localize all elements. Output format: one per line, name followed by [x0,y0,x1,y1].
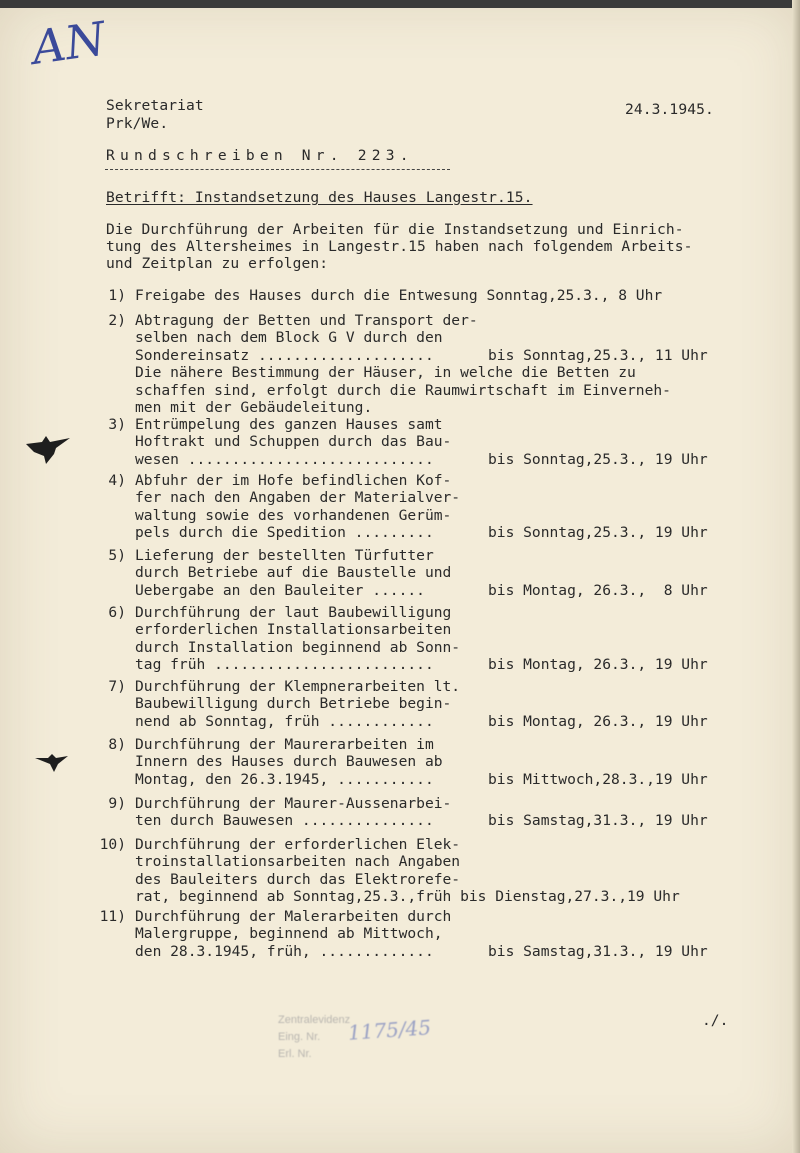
registry-stamp [278,1012,432,1072]
item-number: 1) [108,287,126,304]
title-dashed-rule [105,169,450,170]
item-deadline: bis Montag, 26.3., 19 Uhr [488,712,708,730]
item-line: Sondereinsatz .................... [135,346,434,364]
item-line: fer nach den Angaben der Materialver- [135,489,461,507]
item-line: erforderlichen Installationsarbeiten [135,621,452,639]
item-line: Hoftrakt und Schuppen durch das Bau- [135,433,452,451]
item-line: rat, beginnend ab Sonntag,25.3.,früh bis Dienstag,27.3.,19 Uhr [135,888,680,906]
item-line: Freigabe des Hauses durch die Entwesung Sonntag,25.3., 8 Uhr [135,287,663,304]
subject-line: Betrifft: Instandsetzung des Hauses Langestr.15. [106,189,533,206]
item-number: 7) [108,678,126,695]
item-deadline: bis Samstag,31.3., 19 Uhr [488,812,708,830]
item-number: 5) [108,547,126,564]
item-line: Durchführung der erforderlichen Elek- [135,836,461,853]
continuation-mark: ./. [702,1012,729,1029]
item-number: 6) [108,604,126,621]
item-line: Abtragung der Betten und Transport der- [135,312,478,329]
item-line: Durchführung der laut Baubewilligung [135,604,452,621]
item-deadline: bis Sonntag,25.3., 11 Uhr [488,346,708,364]
item-line: durch Installation beginnend ab Sonn- [135,638,461,656]
item-deadline: bis Mittwoch,28.3.,19 Uhr [488,770,708,788]
item-deadline: bis Sonntag,25.3., 19 Uhr [488,524,708,542]
item-line: troinstallationsarbeiten nach Angaben [135,853,461,871]
item-number: 10) [99,836,126,853]
item-line: den 28.3.1945, früh, ............. [135,942,434,960]
item-number: 11) [99,908,126,925]
scan-right-edge [792,0,800,1153]
item-line: nend ab Sonntag, früh ............ [135,712,434,730]
circular-title: Rundschreiben Nr. 223. [106,147,414,164]
item-line: Abfuhr der im Hofe befindlichen Kof- [135,472,452,489]
item-number: 2) [108,312,126,329]
item-line: schaffen sind, erfolgt durch die Raumwirtschaft im Einverneh- [135,381,671,399]
item-line: pels durch die Spedition ......... [135,524,434,542]
item-line: Malergruppe, beginnend ab Mittwoch, [135,925,443,943]
stamp-handwritten-number: 1175/45 [347,1015,432,1045]
item-line: ten durch Bauwesen ............... [135,812,434,830]
item-line: Baubewilligung durch Betriebe begin- [135,695,452,713]
item-number: 3) [108,416,126,433]
intro-line: tung des Altersheimes in Langestr.15 haben nach folgendem Arbeits- [106,238,693,255]
item-line: men mit der Gebäudeleitung. [135,399,373,416]
item-line: Uebergabe an den Bauleiter ...... [135,581,425,599]
item-line: Die nähere Bestimmung der Häuser, in welche die Betten zu [135,364,636,382]
item-deadline: bis Sonntag,25.3., 19 Uhr [488,450,708,468]
item-line: waltung sowie des vorhandenen Gerüm- [135,506,452,524]
item-deadline: bis Samstag,31.3., 19 Uhr [488,942,708,960]
item-line: durch Betriebe auf die Baustelle und [135,564,452,582]
item-line: Durchführung der Maurerarbeiten im [135,736,434,753]
handwritten-initials: AN [28,11,109,75]
item-line: Durchführung der Klempnerarbeiten lt. [135,678,461,695]
intro-line: Die Durchführung der Arbeiten für die Instandsetzung und Einrich- [106,221,684,238]
office-name: Sekretariat [106,97,204,114]
item-number: 8) [108,736,126,753]
item-number: 4) [108,472,126,489]
item-deadline: bis Montag, 26.3., 19 Uhr [488,656,708,674]
stamp-line: Eing. Nr. [278,1031,321,1043]
scan-top-edge [0,0,800,8]
item-number: 9) [108,795,126,812]
reference-code: Prk/We. [106,115,169,132]
item-line: Durchführung der Malerarbeiten durch [135,908,452,925]
item-line: tag früh ......................... [135,656,434,674]
item-line: wesen ............................ [135,450,434,468]
stamp-line: Erl. Nr. [278,1048,312,1060]
intro-line: und Zeitplan zu erfolgen: [106,255,329,272]
document-date: 24.3.1945. [625,101,714,118]
eagle-stamp-icon [34,752,70,776]
stamp-line: Zentralevidenz [278,1014,351,1026]
item-line: Innern des Hauses durch Bauwesen ab [135,753,443,771]
item-line: selben nach dem Block G V durch den [135,329,443,347]
item-line: Entrümpelung des ganzen Hauses samt [135,416,443,433]
item-line: des Bauleiters durch das Elektrorefe- [135,870,461,888]
item-line: Durchführung der Maurer-Aussenarbei- [135,795,452,812]
item-line: Lieferung der bestellten Türfutter [135,547,434,564]
item-line: Montag, den 26.3.1945, ........... [135,770,434,788]
item-deadline: bis Montag, 26.3., 8 Uhr [488,581,708,599]
eagle-stamp-icon [24,430,72,470]
